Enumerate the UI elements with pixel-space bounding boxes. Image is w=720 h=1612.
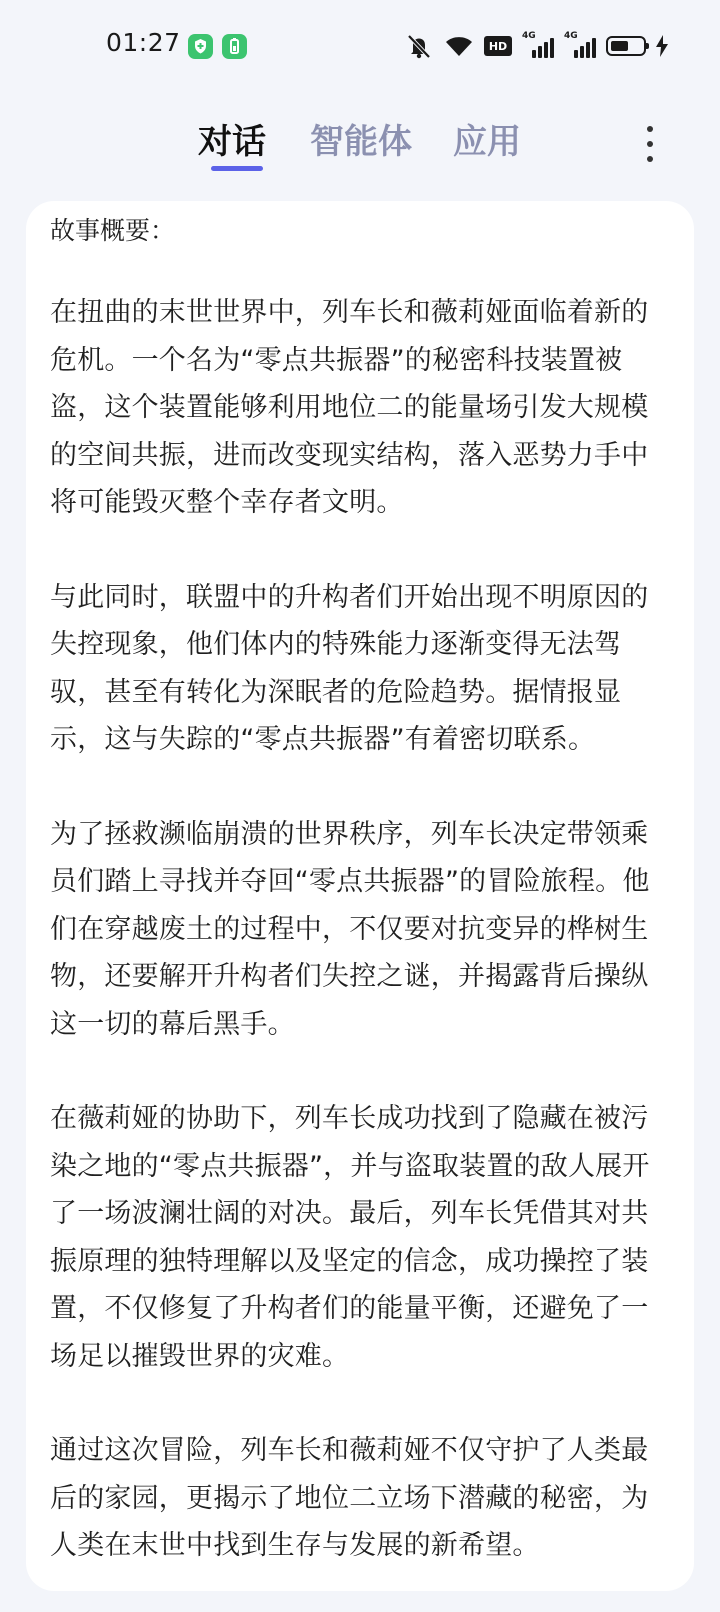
charging-icon bbox=[656, 35, 668, 57]
tab-header bbox=[0, 100, 720, 190]
message-paragraph: 为了拯救濒临崩溃的世界秩序，列车长决定带领乘员们踏上寻找并夺回“零点共振器”的冒险旅程。他们在穿越废土的过程中，不仅要对抗变异的桦树生物，还要解开升构者们失控之谜，并揭露背后操纵这一切的幕后黑手。 bbox=[50, 818, 650, 1040]
message-heading: 故事概要： bbox=[50, 216, 176, 245]
message-bubble bbox=[26, 201, 694, 1591]
signal-icon-2: 4G bbox=[564, 34, 596, 58]
message-paragraph: 在薇莉娅的协助下，列车长成功找到了隐藏在被污染之地的“零点共振器”，并与盗取装置的敌人展开了一场波澜壮阔的对决。最后，列车长凭借其对共振原理的独特理解以及坚定的信念，成功操控了装置，不仅修复了升构者们的能量平衡，还避免了一场足以摧毁世界的灾难。 bbox=[50, 1103, 650, 1372]
status-time: 01:27 bbox=[106, 28, 181, 57]
battery-icon bbox=[606, 36, 646, 56]
message-paragraph: 与此同时，联盟中的升构者们开始出现不明原因的失控现象，他们体内的特殊能力逐渐变得无法驾驭，甚至有转化为深眠者的危险趋势。据情报显示，这与失踪的“零点共振器”有着密切联系。 bbox=[50, 581, 649, 755]
hd-voice-icon: HD bbox=[484, 36, 512, 56]
status-icons bbox=[404, 32, 668, 60]
battery-app-icon bbox=[222, 34, 247, 59]
shield-app-icon bbox=[188, 34, 213, 59]
message-paragraph: 通过这次冒险，列车长和薇莉娅不仅守护了人类最后的家园，更揭示了地位二立场下潜藏的秘密，为人类在末世中找到生存与发展的新希望。 bbox=[50, 1435, 649, 1561]
active-tab-indicator bbox=[211, 166, 263, 171]
wifi-icon bbox=[444, 34, 474, 58]
tab-apps[interactable]: 应用 bbox=[453, 122, 521, 162]
tab-agents[interactable]: 智能体 bbox=[310, 122, 412, 162]
signal-icon-1: 4G bbox=[522, 34, 554, 58]
mute-icon bbox=[404, 33, 434, 59]
status-bar bbox=[0, 0, 720, 90]
tab-chat[interactable]: 对话 bbox=[198, 122, 266, 162]
message-paragraph: 在扭曲的末世世界中，列车长和薇莉娅面临着新的危机。一个名为“零点共振器”的秘密科技装置被盗，这个装置能够利用地位二的能量场引发大规模的空间共振，进而改变现实结构，落入恶势力手中将可能毁灭整个幸存者文明。 bbox=[50, 297, 649, 518]
more-options-icon[interactable] bbox=[640, 126, 660, 162]
